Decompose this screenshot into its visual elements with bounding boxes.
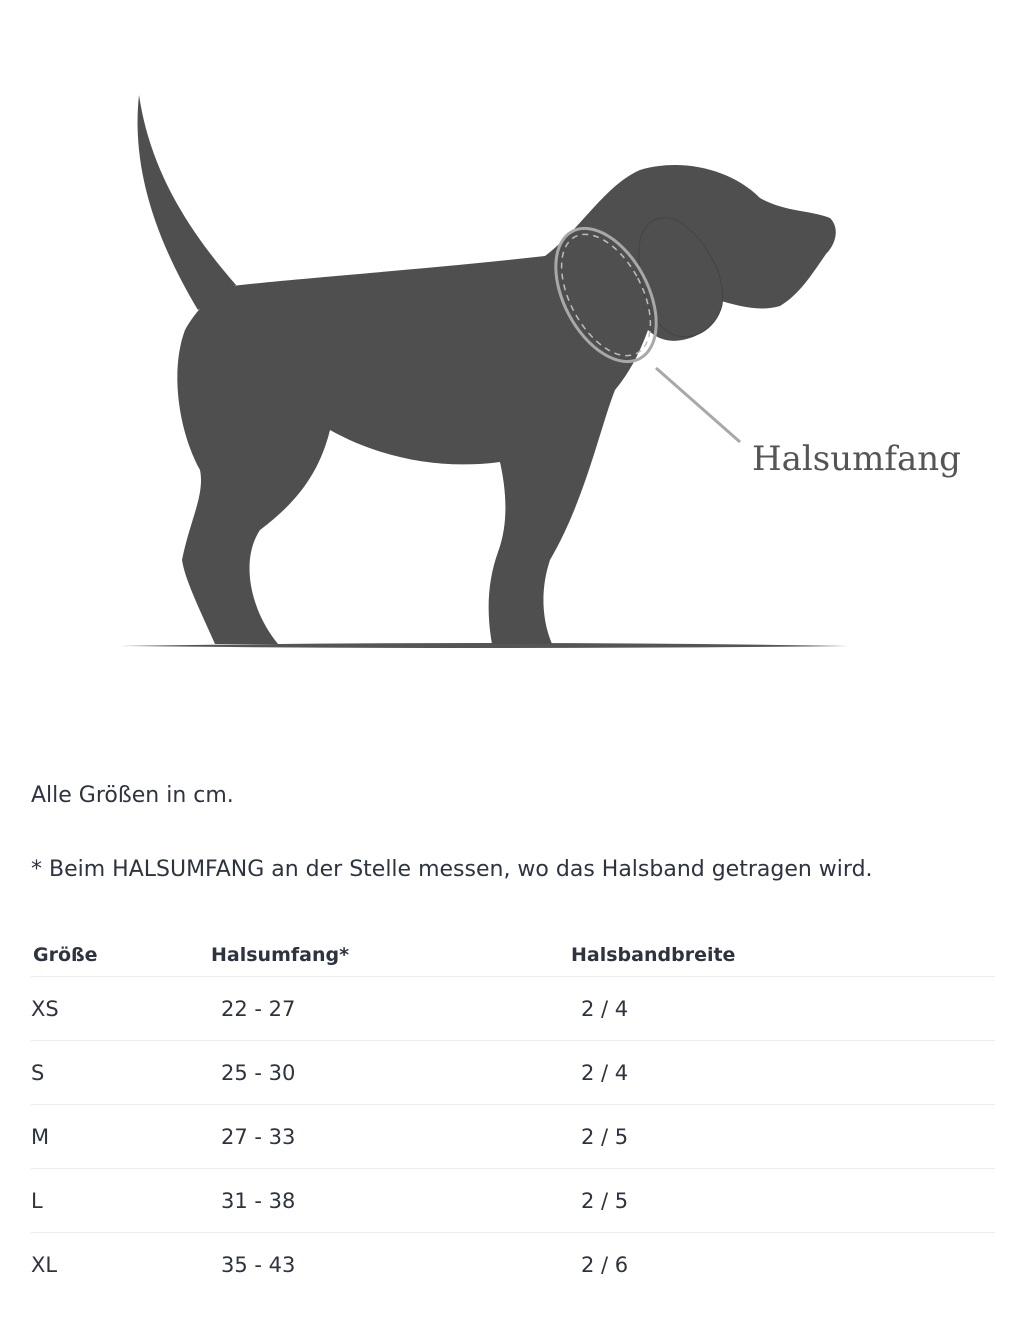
header-neck-circumference: Halsumfang* [209, 934, 569, 977]
neck-circumference-label: Halsumfang [752, 439, 961, 479]
neck-circumference-cell: 22 - 27 [209, 977, 569, 1041]
collar-width-cell: 2 / 6 [581, 1252, 629, 1277]
header-collar-width: Halsbandbreite [569, 934, 995, 977]
table-row [31, 1169, 995, 1233]
size-cell: L [31, 1169, 209, 1233]
neck-circumference-cell: 25 - 30 [209, 1041, 569, 1105]
table-row [31, 977, 995, 1041]
label-pointer-line [656, 368, 740, 442]
size-cell: M [31, 1105, 209, 1169]
size-cell: XL [31, 1252, 58, 1277]
size-cell: S [31, 1041, 209, 1105]
dog-tail [138, 95, 236, 310]
collar-width-cell: 2 / 4 [569, 1041, 995, 1105]
collar-width-cell: 2 / 5 [569, 1169, 995, 1233]
neck-circumference-cell: 27 - 33 [209, 1105, 569, 1169]
size-cell: XS [31, 977, 209, 1041]
measure-note: * Beim HALSUMFANG an der Stelle messen, wo das Halsband getragen wird. [31, 857, 873, 882]
table-row [31, 1233, 995, 1297]
table-header-row [31, 934, 995, 977]
collar-width-cell: 2 / 4 [569, 977, 995, 1041]
dog-body [177, 165, 835, 644]
units-note: Alle Größen in cm. [31, 783, 234, 808]
neck-circumference-cell: 31 - 38 [209, 1169, 569, 1233]
size-table [31, 934, 995, 1296]
table-row [31, 1105, 995, 1169]
collar-width-cell: 2 / 5 [569, 1105, 995, 1169]
header-size: Größe [31, 934, 209, 977]
neck-circumference-cell: 35 - 43 [221, 1252, 296, 1277]
table-row [31, 1041, 995, 1105]
